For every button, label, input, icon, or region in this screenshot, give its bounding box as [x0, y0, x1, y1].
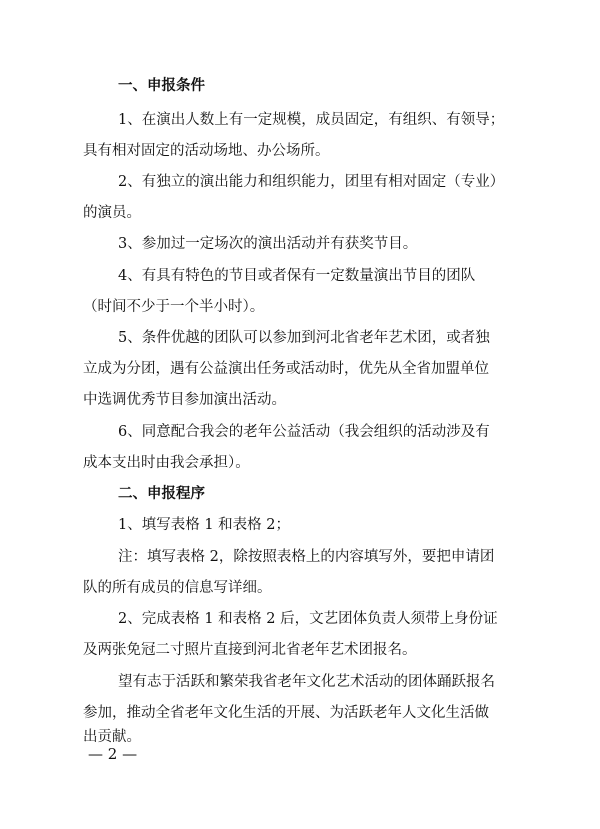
- closing-line-2: 参加，推动全省老年文化生活的开展、为活跃老年人文化生活做: [83, 705, 489, 721]
- procedure-2-line-2: 及两张免冠二寸照片直接到河北省老年艺术团报名。: [83, 642, 417, 658]
- requirement-5-line-3: 中选调优秀节目参加演出活动。: [83, 392, 286, 408]
- closing-line-1: 望有志于活跃和繁荣我省老年文化艺术活动的团体踊跃报名: [118, 674, 495, 690]
- requirement-2-line-1: 2、有独立的演出能力和组织能力，团里有相对固定（专业）: [118, 174, 505, 190]
- page-number: — 2 —: [88, 745, 138, 763]
- closing-line-3: 出贡献。: [83, 729, 141, 745]
- requirement-2-line-2: 的演员。: [83, 205, 141, 221]
- procedure-note-line-1: 注：填写表格 2，除按照表格上的内容填写外，要把申请团: [118, 549, 495, 565]
- requirement-4-line-2: （时间不少于一个半小时）。: [83, 299, 265, 315]
- section-heading-requirements: 一、申报条件: [118, 78, 205, 94]
- requirement-5-line-2: 立成为分团，遇有公益演出任务或活动时，优先从全省加盟单位: [83, 361, 489, 377]
- procedure-2-line-1: 2、完成表格 1 和表格 2 后，文艺团体负责人须带上身份证: [118, 611, 498, 627]
- procedure-note-line-2: 队的所有成员的信息写详细。: [83, 580, 272, 596]
- requirement-3-line-1: 3、参加过一定场次的演出活动并有获奖节目。: [118, 236, 418, 252]
- requirement-1-line-1: 1、在演出人数上有一定规模，成员固定，有组织、有领导；: [118, 112, 505, 128]
- section-heading-procedure: 二、申报程序: [118, 486, 205, 502]
- requirement-5-line-1: 5、条件优越的团队可以参加到河北省老年艺术团，或者独: [118, 330, 490, 346]
- requirement-6-line-2: 成本支出时由我会承担）。: [83, 455, 250, 471]
- procedure-1-line-1: 1、填写表格 1 和表格 2；: [118, 517, 291, 533]
- requirement-1-line-2: 具有相对固定的活动场地、办公场所。: [83, 143, 330, 159]
- requirement-4-line-1: 4、有具有特色的节目或者保有一定数量演出节目的团队: [118, 268, 476, 284]
- requirement-6-line-1: 6、同意配合我会的老年公益活动（我会组织的活动涉及有: [118, 424, 490, 440]
